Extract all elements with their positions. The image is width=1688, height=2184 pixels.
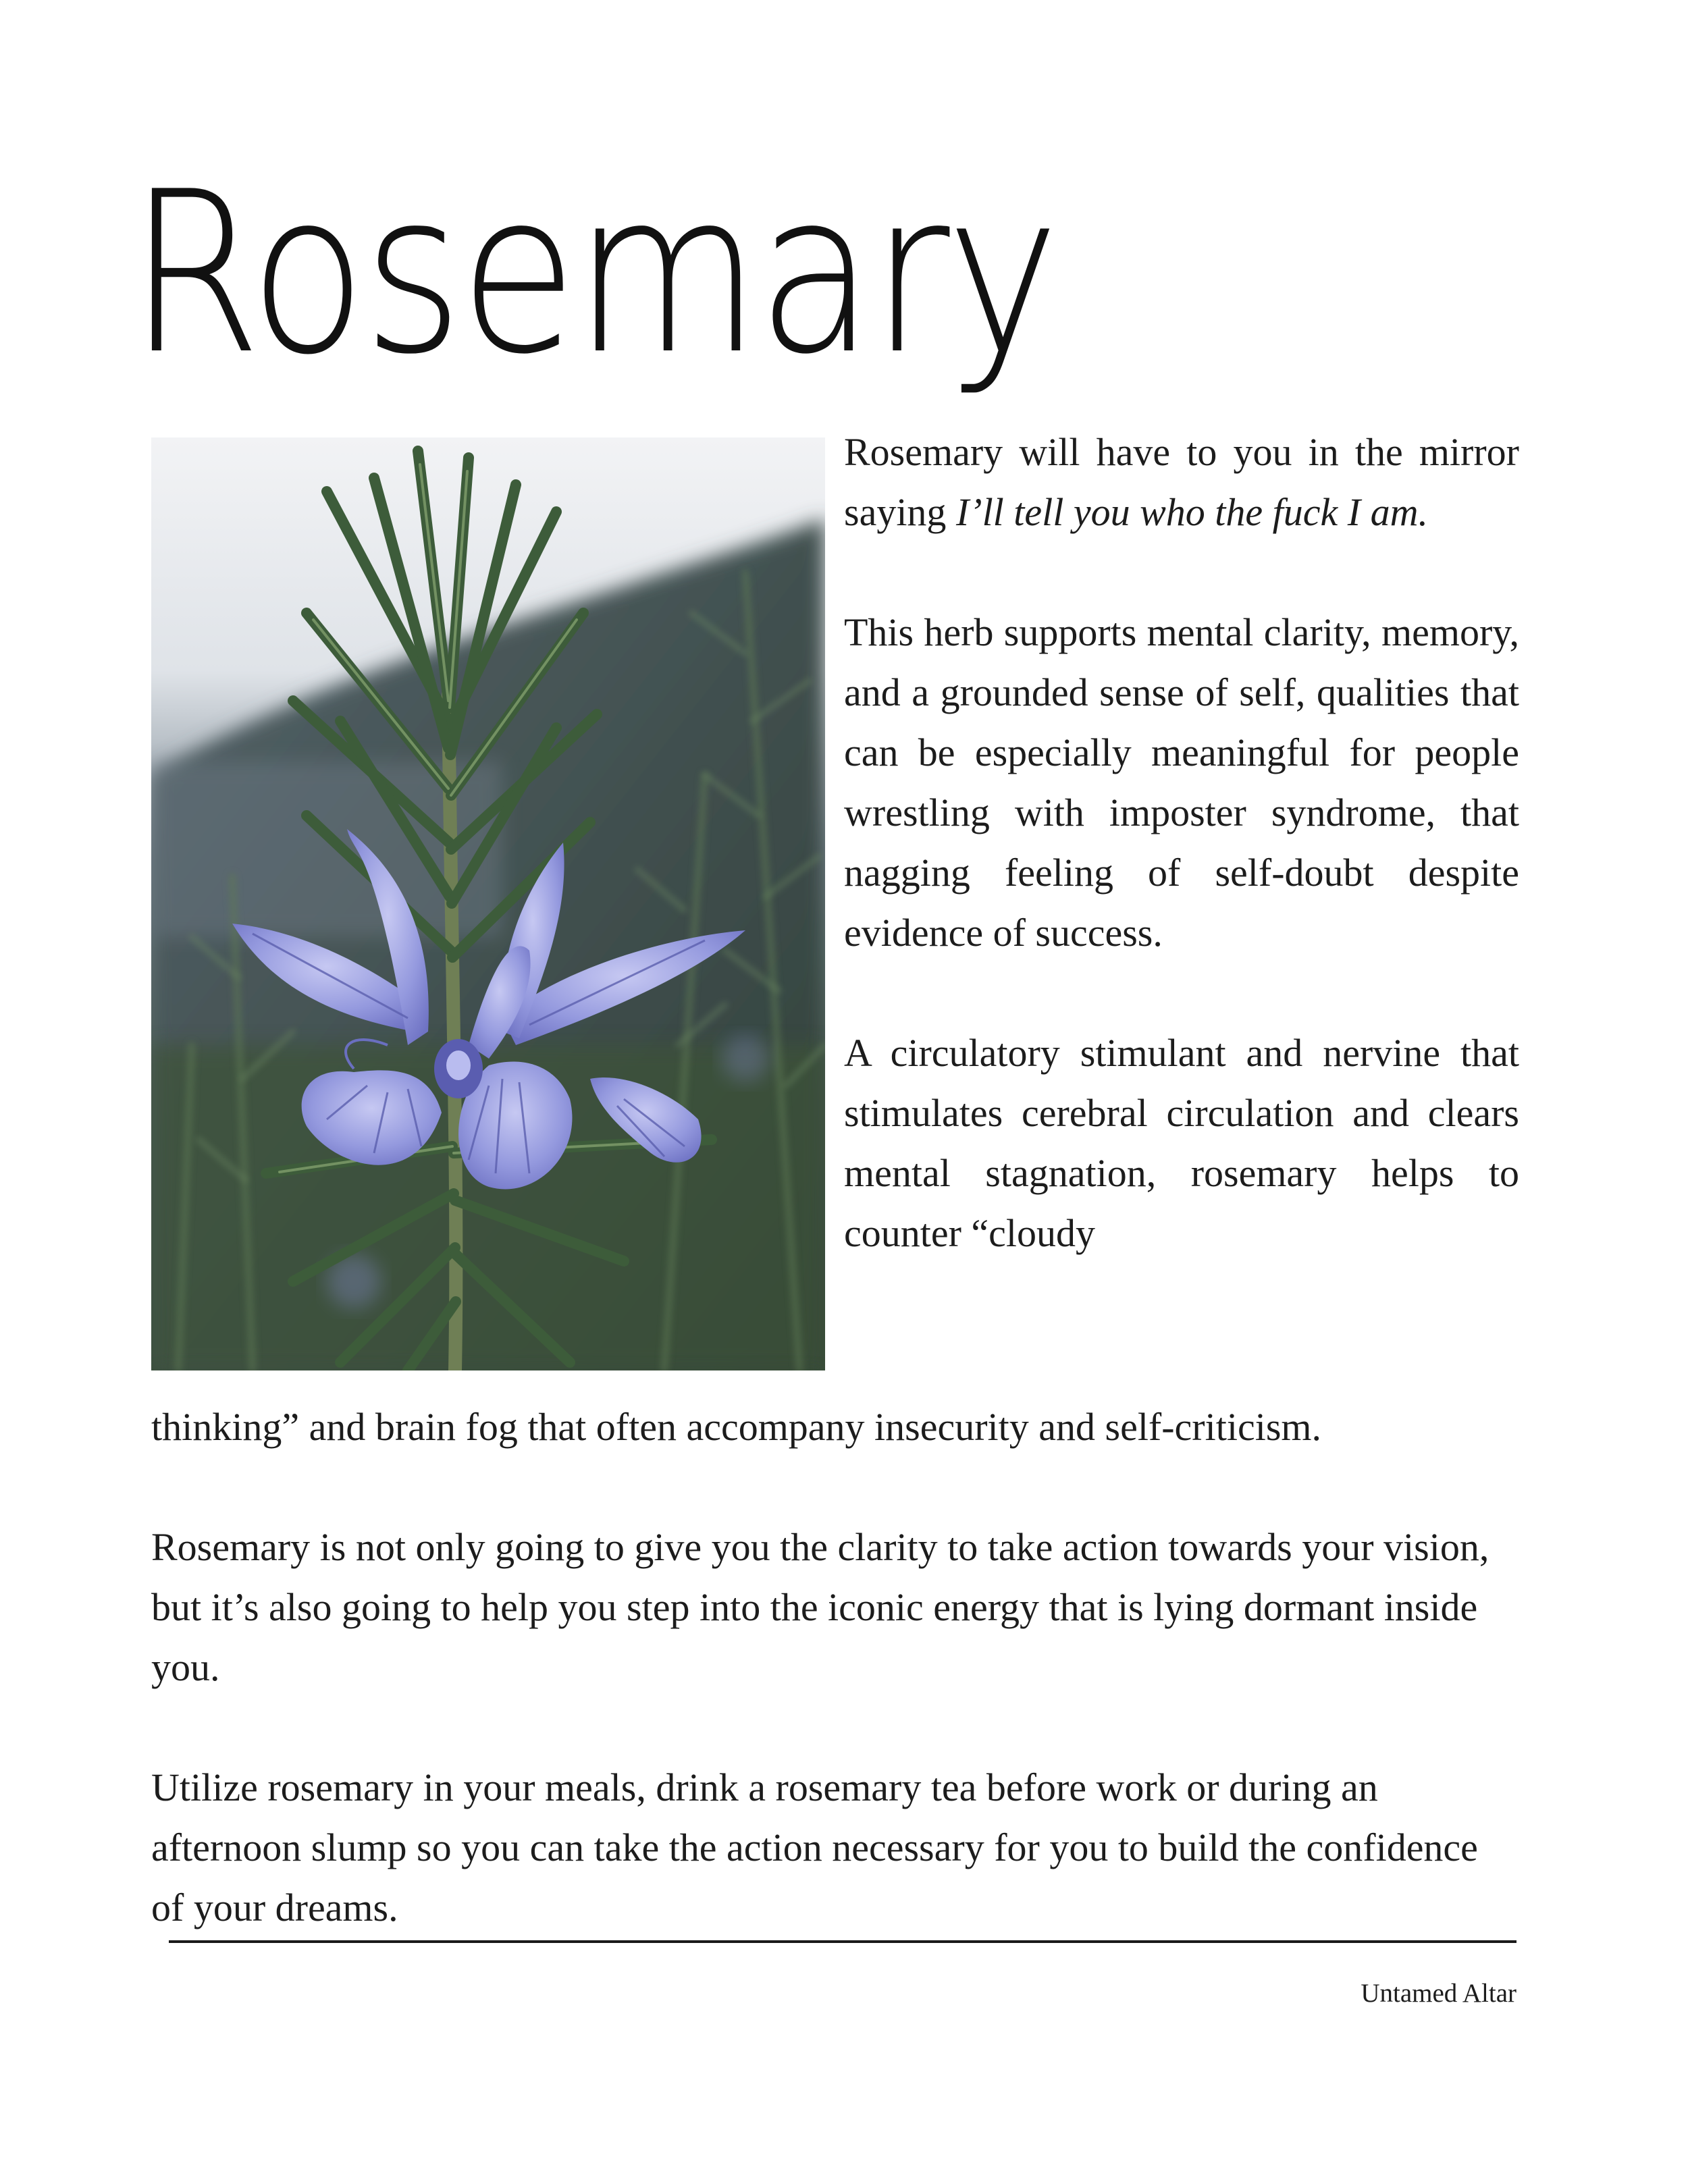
footer-brand: Untamed Altar [1361,1979,1516,2008]
support-paragraph: This herb supports mental clarity, memory, and a grounded sense of self, qualities that can be especially meaningful for people wrestling with imposter syndrome, that nagging feeling of self-doubt despite evidence of success. [844,610,1519,955]
full-width-text [151,1397,1508,1998]
circulatory-paragraph-end: thinking” and brain fog that often accompany insecurity and self-criticism. [151,1405,1322,1449]
usage-paragraph: Utilize rosemary in your meals, drink a rosemary tea before work or during an afternoon slump so you can take the action necessary for you to build the confidence of your dreams. [151,1765,1478,1929]
intro-paragraph [844,422,1519,542]
page-title: Rosemary [128,144,1057,403]
intro-column [844,422,1519,1263]
footer-divider [169,1940,1516,1943]
rosemary-flower-image [151,437,825,1370]
intro-quote: I’ll tell you who the fuck I am. [955,490,1428,534]
circulatory-paragraph-start: A circulatory stimulant and nervine that stimulates cerebral circulation and clears mental stagnation, rosemary helps to counter “cloudy [844,1031,1519,1255]
intro-lead: Rosemary will have to you in the mirror saying [844,430,1519,534]
clarity-paragraph: Rosemary is not only going to give you the clarity to take action towards your vision, but it’s also going to help you step into the iconic energy that is lying dormant inside you. [151,1525,1489,1689]
rosemary-photo [151,437,825,1370]
